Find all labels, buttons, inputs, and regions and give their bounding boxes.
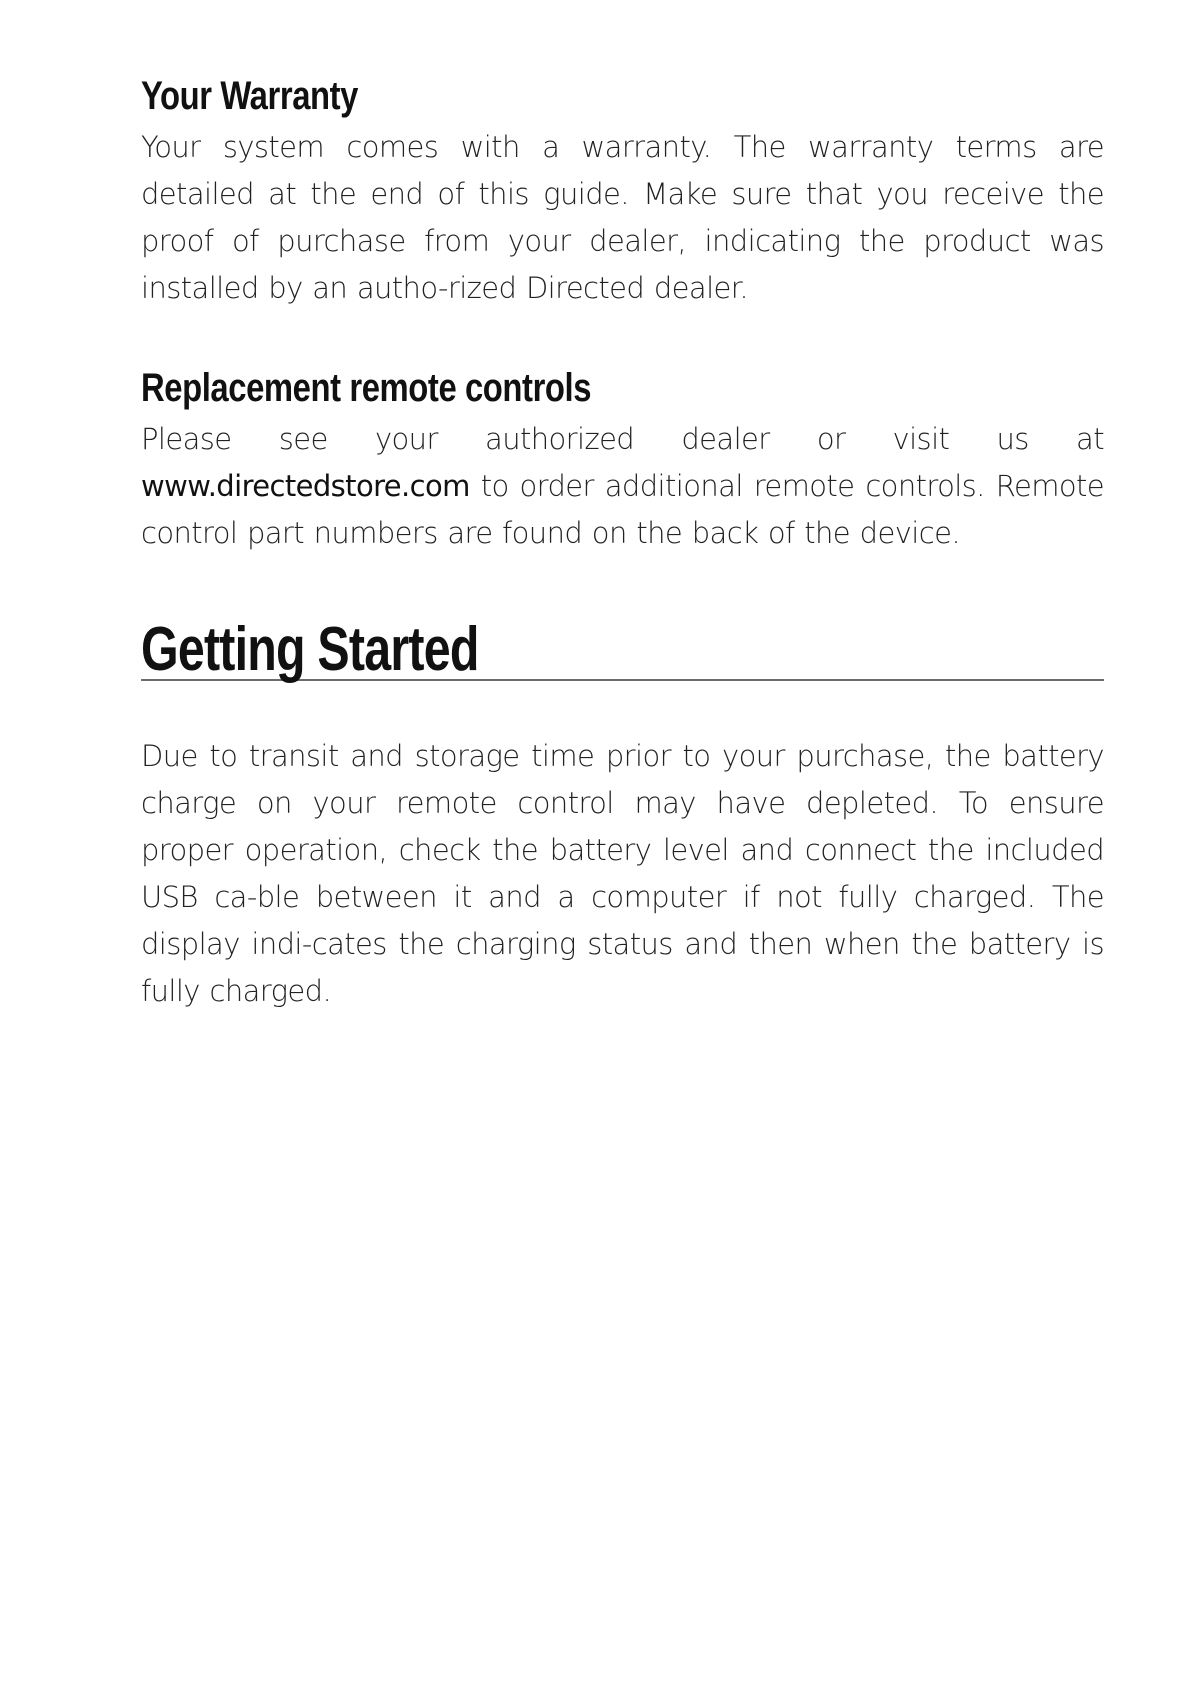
- warranty-section: [141, 68, 1104, 312]
- warranty-heading: Your Warranty: [141, 74, 359, 118]
- getting-started-heading: Getting Started: [141, 615, 479, 684]
- getting-started-heading-rule: [141, 609, 1104, 684]
- document-page: [141, 68, 1104, 1015]
- getting-started-section: [141, 609, 1104, 1015]
- replacement-paragraph: [141, 416, 1104, 557]
- directedstore-link[interactable]: www.directedstore.com: [141, 469, 470, 503]
- replacement-text-before: Please see your authorized dealer or visit us at: [141, 422, 1104, 456]
- replacement-heading: Replacement remote controls: [141, 366, 592, 410]
- replacement-text-after: to order additional remote controls. Remote control part numbers are found on the back of the device.: [141, 469, 1104, 550]
- getting-started-paragraph: Due to transit and storage time prior to your purchase, the battery charge on your remote control may have depleted. To ensure proper operation, check the battery level and connect the included USB ca-ble between it and a computer if not fully charged. The display indi-cates the charging status and then when the battery is fully charged.: [141, 739, 1104, 1008]
- replacement-section: [141, 360, 1104, 557]
- warranty-paragraph: Your system comes with a warranty. The warranty terms are detailed at the end of this guide. Make sure that you receive the proof of purchase from your dealer, indicating the product was installed by an autho-rized Directed dealer.: [141, 130, 1104, 305]
